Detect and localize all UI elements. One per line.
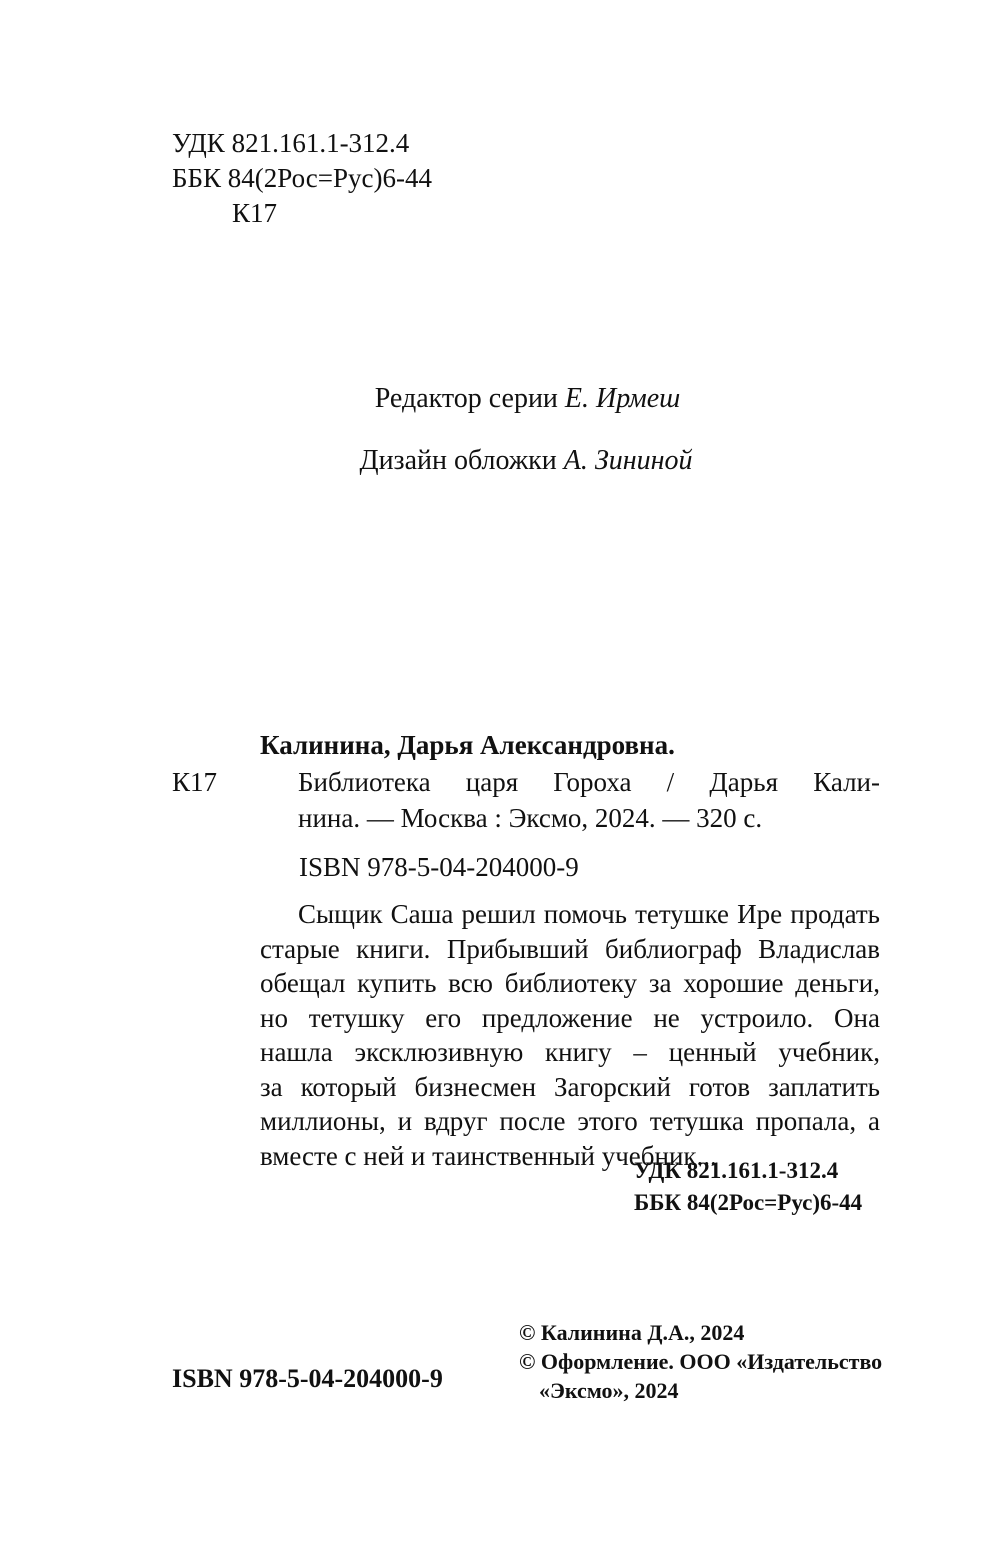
annotation-line: Сыщик Саша решил помочь тетушке Ире продать <box>298 899 880 929</box>
cover-design-line <box>0 430 1000 492</box>
copyright-design-line: «Эксмо», 2024 <box>539 1378 679 1403</box>
annotation <box>260 897 880 1173</box>
credits <box>0 368 1000 492</box>
card-udk-code: УДК 821.161.1-312.4 <box>634 1158 839 1183</box>
copyright-design-line: © Оформление. ООО «Издательство <box>519 1349 883 1374</box>
series-editor-line <box>0 368 1000 430</box>
annotation-line: вместе с ней и таинственный учебник... <box>260 1140 717 1171</box>
series-editor-label: Редактор серии <box>374 383 558 414</box>
copyright-block <box>519 1318 882 1405</box>
card-title-line: Библиотека царя Гороха / Дарья Кали- <box>298 767 880 797</box>
annotation-line: нашла эксклюзивную книгу – ценный учебник, <box>260 1037 880 1067</box>
copyright-author: © Калинина Д.А., 2024 <box>519 1320 745 1345</box>
annotation-line: за который бизнесмен Загорский готов заплатить <box>260 1071 880 1102</box>
annotation-line: миллионы, и вдруг после этого тетушка пропала, а <box>260 1106 880 1136</box>
card-title-line: нина. — Москва : Эксмо, 2024. — 320 с. <box>298 803 763 833</box>
card-classification-codes <box>634 1155 862 1219</box>
card-author-heading: Калинина, Дарья Александровна. <box>260 730 675 760</box>
cover-design-label: Дизайн обложки <box>359 445 557 476</box>
footer-isbn: ISBN 978-5-04-204000-9 <box>172 1364 443 1393</box>
classification-codes <box>172 126 432 231</box>
card-author-mark: К17 <box>172 767 218 797</box>
series-editor-name: Е. Ирмеш <box>564 383 681 414</box>
cover-design-name: А. Зининой <box>563 445 693 476</box>
bbk-code: ББК 84(2Рос=Рус)6-44 <box>172 163 432 193</box>
annotation-line: обещал купить всю библиотеку за хорошие деньги, <box>260 968 880 998</box>
card-isbn: ISBN 978-5-04-204000-9 <box>299 852 579 882</box>
card-title-block <box>260 764 880 836</box>
author-mark: К17 <box>232 198 278 228</box>
annotation-line: старые книги. Прибывший библиограф Владислав <box>260 933 880 964</box>
udk-code: УДК 821.161.1-312.4 <box>172 128 410 158</box>
annotation-line: но тетушку его предложение не устроило. Она <box>260 1002 880 1033</box>
card-bbk-code: ББК 84(2Рос=Рус)6-44 <box>634 1190 863 1215</box>
